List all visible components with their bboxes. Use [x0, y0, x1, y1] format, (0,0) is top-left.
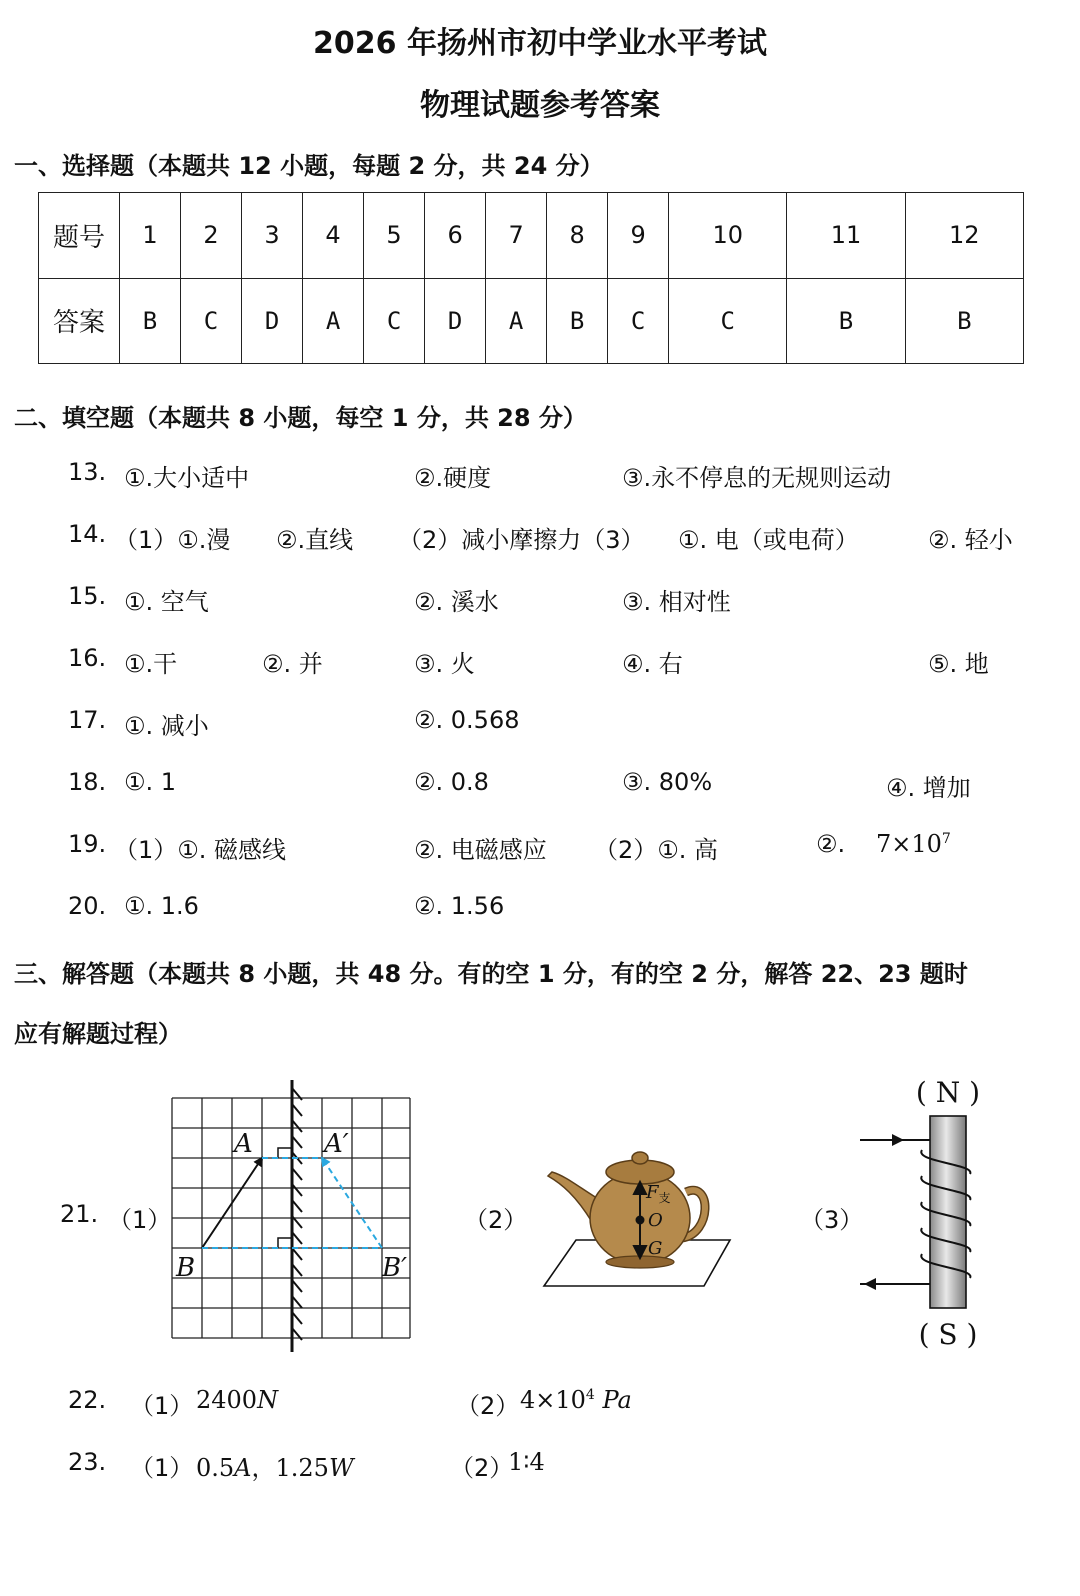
part-label: （1） — [108, 1206, 172, 1234]
answer-item: ①.干 — [124, 650, 178, 678]
answer-item: ③. 相对性 — [622, 588, 731, 616]
table-cell-answer: C — [181, 278, 242, 364]
answer-line-13 — [0, 458, 1080, 492]
mirror-grid-figure — [160, 1076, 420, 1356]
label-a: A — [234, 1129, 253, 1159]
answer-item: ①. 减小 — [124, 712, 209, 740]
answer-item-formula — [876, 830, 951, 858]
answer-item: ①. 空气 — [124, 588, 209, 616]
table-cell-number: 10 — [669, 193, 787, 279]
question-number: 15. — [68, 582, 107, 610]
answer-item: ①.大小适中 — [124, 464, 250, 492]
answer-current-power — [196, 1448, 354, 1483]
formula-exponent: 7 — [941, 831, 951, 847]
answer-line-17 — [0, 706, 1080, 740]
teapot-force-figure — [536, 1136, 736, 1292]
answer-line-15 — [0, 582, 1080, 616]
part-label: （2） — [464, 1206, 528, 1234]
table-cell-answer: A — [486, 278, 547, 364]
answer-item: （2）减小摩擦力（3） — [398, 526, 645, 554]
part-label: （1） — [130, 1454, 194, 1482]
answer-item: ②.直线 — [276, 526, 354, 554]
section3-heading: 三、解答题（本题共 8 小题，共 48 分。有的空 1 分，有的空 2 分，解答 22、23 题时 — [14, 960, 968, 988]
answer-value: 1.25 — [275, 1454, 329, 1482]
answer-item: ③. 火 — [414, 650, 475, 678]
table-cell-answer: B — [547, 278, 608, 364]
question-number: 22. — [68, 1386, 107, 1414]
right-angle-marks — [278, 1148, 292, 1248]
answer-item: ③.永不停息的无规则运动 — [622, 464, 892, 492]
answer-item: ⑤. 地 — [928, 650, 989, 678]
question-number: 21. — [60, 1200, 99, 1228]
answer-item: （2）①. 高 — [594, 836, 719, 864]
answer-item: ①. 1 — [124, 768, 177, 796]
answer-item: ②. 轻小 — [928, 526, 1013, 554]
label-f-sub: 支 — [658, 1191, 671, 1205]
table-cell-number: 9 — [608, 193, 669, 279]
answer-item: ④. 增加 — [886, 774, 971, 802]
answer-item: ②. 并 — [262, 650, 323, 678]
table-cell-number: 12 — [905, 193, 1023, 279]
table-cell-answer: C — [669, 278, 787, 364]
table-cell-answer: D — [242, 278, 303, 364]
section3-heading-cont: 应有解题过程） — [14, 1020, 182, 1048]
label-a-prime: A′ — [324, 1129, 349, 1159]
table-cell-number: 6 — [425, 193, 486, 279]
separator: ， — [251, 1454, 276, 1482]
answer-item: ④. 右 — [622, 650, 683, 678]
answer-line-20 — [0, 892, 1080, 926]
table-cell-answer: C — [608, 278, 669, 364]
answer-item: （1）①. 磁感线 — [114, 836, 287, 864]
answer-item: ②. 1.56 — [414, 892, 505, 920]
formula-exponent: 4 — [585, 1387, 595, 1403]
answer-item: ②. 溪水 — [414, 588, 499, 616]
question-number: 23. — [68, 1448, 107, 1476]
answer-value: 2400 — [196, 1386, 258, 1414]
section2-heading: 二、填空题（本题共 8 小题，每空 1 分，共 28 分） — [14, 404, 587, 432]
table-row-numbers — [39, 193, 1024, 279]
table-cell-answer: D — [425, 278, 486, 364]
part-label: （2） — [450, 1454, 514, 1482]
answer-unit: W — [328, 1454, 354, 1482]
table-header-answer: 答案 — [39, 278, 120, 364]
table-cell-answer: B — [905, 278, 1023, 364]
answer-pressure — [520, 1386, 632, 1414]
table-cell-number: 11 — [787, 193, 905, 279]
table-cell-number: 5 — [364, 193, 425, 279]
answer-line-14 — [0, 520, 1080, 554]
table-cell-number: 4 — [303, 193, 364, 279]
answer-item: ②.硬度 — [414, 464, 492, 492]
answer-item: ③. 80% — [622, 768, 713, 796]
pole-n-label: ( N ) — [915, 1076, 981, 1109]
answer-line-18 — [0, 768, 1080, 802]
answer-line-19 — [0, 830, 1080, 864]
electromagnet-figure — [852, 1072, 1002, 1356]
question-number: 16. — [68, 644, 107, 672]
table-cell-number: 3 — [242, 193, 303, 279]
formula-base: 4×10 — [520, 1386, 586, 1414]
label-b: B — [176, 1253, 196, 1283]
table-cell-number: 2 — [181, 193, 242, 279]
answer-unit: A — [234, 1454, 252, 1482]
table-cell-number: 1 — [120, 193, 181, 279]
formula-base: 7×10 — [876, 830, 942, 858]
answer-item: ①. 1.6 — [124, 892, 199, 920]
answer-line-23 — [0, 1448, 1080, 1482]
question-number: 17. — [68, 706, 107, 734]
question-number: 18. — [68, 768, 107, 796]
page-subtitle: 物理试题参考答案 — [420, 88, 660, 123]
question-number: 20. — [68, 892, 107, 920]
label-b-prime: B′ — [382, 1253, 408, 1283]
label-o: O — [648, 1210, 663, 1231]
page-title: 2026 年扬州市初中学业水平考试 — [313, 26, 767, 61]
mirror — [292, 1080, 302, 1352]
force-arrows — [634, 1182, 646, 1258]
answer-item: （1）①.漫 — [114, 526, 231, 554]
table-header-number: 题号 — [39, 193, 120, 279]
table-row-answers — [39, 278, 1024, 364]
answer-value: 0.5 — [196, 1454, 235, 1482]
label-g: G — [648, 1238, 663, 1259]
section1-heading: 一、选择题（本题共 12 小题，每题 2 分，共 24 分） — [14, 152, 604, 180]
table-cell-answer: B — [120, 278, 181, 364]
answer-item: ②. — [816, 830, 846, 858]
part-label: （1） — [130, 1392, 194, 1420]
question-number: 13. — [68, 458, 107, 486]
answer-line-16 — [0, 644, 1080, 678]
answer-ratio: 1∶4 — [508, 1448, 545, 1476]
answer-force — [196, 1386, 278, 1414]
question-number: 19. — [68, 830, 107, 858]
part-label: （3） — [800, 1206, 864, 1234]
answer-item: ①. 电（或电荷） — [678, 526, 859, 554]
pole-s-label: ( S ) — [918, 1318, 978, 1351]
answer-item: ②. 电磁感应 — [414, 836, 547, 864]
answer-unit: Pa — [602, 1386, 632, 1414]
answer-item: ②. 0.8 — [414, 768, 489, 796]
answer-line-22 — [0, 1386, 1080, 1420]
part-label: （2） — [456, 1392, 520, 1420]
table-cell-number: 8 — [547, 193, 608, 279]
answer-table — [38, 192, 1024, 364]
question-number: 14. — [68, 520, 107, 548]
table-cell-answer: A — [303, 278, 364, 364]
current-arrows — [864, 1134, 904, 1290]
label-f: F — [646, 1182, 659, 1203]
table-cell-number: 7 — [486, 193, 547, 279]
table-cell-answer: C — [364, 278, 425, 364]
answer-unit: N — [257, 1386, 279, 1414]
table-cell-answer: B — [787, 278, 905, 364]
answer-item: ②. 0.568 — [414, 706, 520, 734]
